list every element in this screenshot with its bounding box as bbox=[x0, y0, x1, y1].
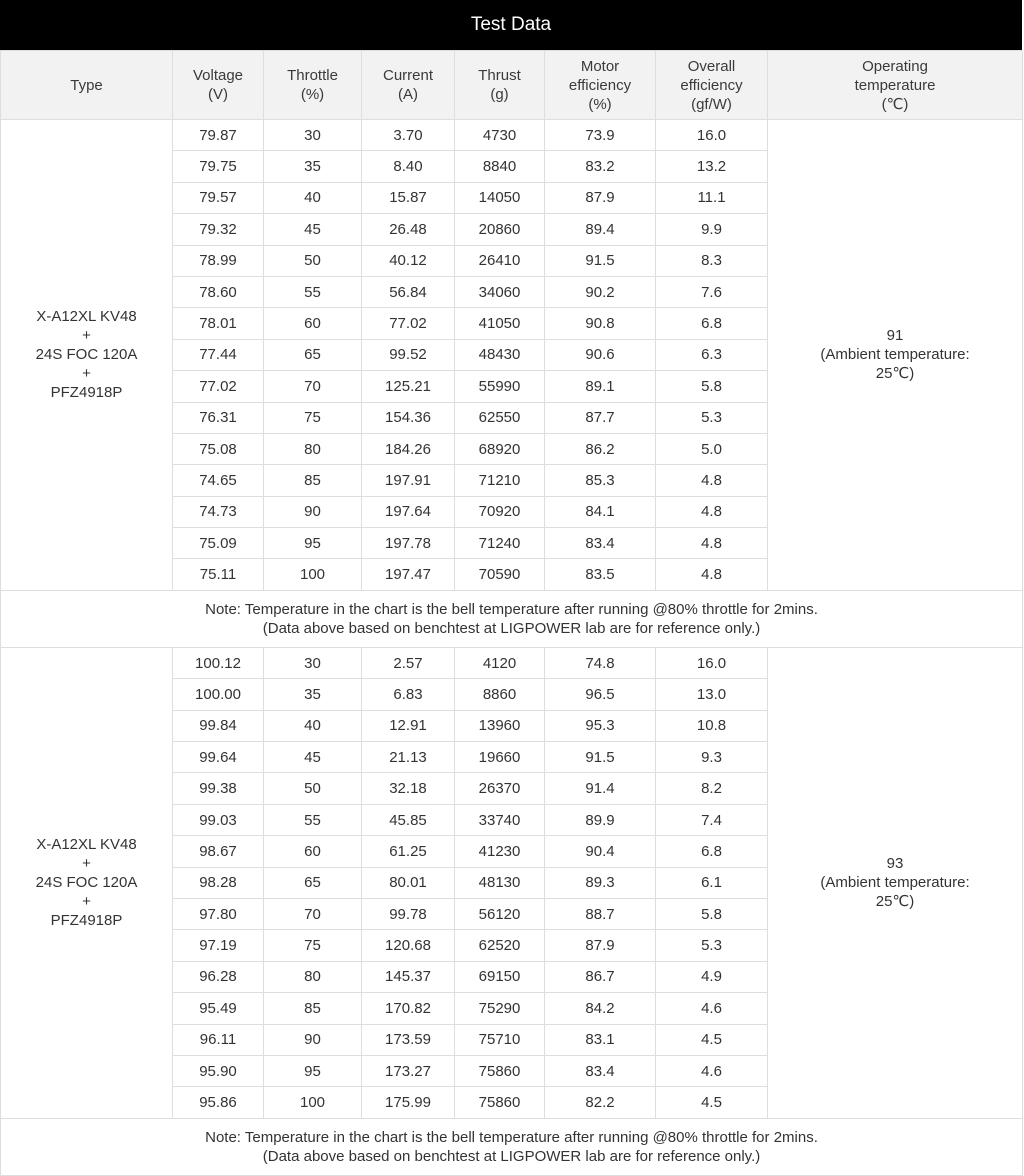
overall-efficiency-cell: 4.5 bbox=[656, 1087, 768, 1118]
thrust-cell: 8840 bbox=[455, 151, 545, 182]
thrust-cell: 71240 bbox=[455, 528, 545, 559]
thrust-cell: 56120 bbox=[455, 898, 545, 929]
current-cell: 154.36 bbox=[362, 402, 455, 433]
type-line: 24S FOC 120A bbox=[35, 874, 138, 892]
type-line: + bbox=[82, 893, 91, 911]
overall-efficiency-cell: 13.0 bbox=[656, 679, 768, 710]
header-voltage bbox=[173, 51, 264, 120]
motor-efficiency-cell: 91.5 bbox=[545, 742, 656, 773]
voltage-cell: 79.75 bbox=[173, 151, 264, 182]
note-line: Note: Temperature in the chart is the bell temperature after running @80% throttle for 2mins. bbox=[205, 600, 818, 618]
current-cell: 45.85 bbox=[362, 804, 455, 835]
current-cell: 6.83 bbox=[362, 679, 455, 710]
overall-efficiency-cell: 4.9 bbox=[656, 961, 768, 992]
throttle-cell: 30 bbox=[264, 647, 362, 678]
throttle-cell: 65 bbox=[264, 867, 362, 898]
current-cell: 26.48 bbox=[362, 214, 455, 245]
overall-efficiency-cell: 9.3 bbox=[656, 742, 768, 773]
voltage-cell: 75.08 bbox=[173, 433, 264, 464]
throttle-cell: 55 bbox=[264, 804, 362, 835]
header-operating-temperature-line: Operating bbox=[862, 57, 928, 75]
overall-efficiency-cell: 8.3 bbox=[656, 245, 768, 276]
voltage-cell: 77.02 bbox=[173, 371, 264, 402]
temperature-line: (Ambient temperature: bbox=[820, 874, 970, 892]
header-operating-temperature bbox=[768, 51, 1023, 120]
motor-efficiency-cell: 90.2 bbox=[545, 276, 656, 307]
motor-efficiency-cell: 87.9 bbox=[545, 182, 656, 213]
throttle-cell: 40 bbox=[264, 182, 362, 213]
voltage-cell: 95.90 bbox=[173, 1055, 264, 1086]
thrust-cell: 70590 bbox=[455, 559, 545, 590]
header-voltage-line: Voltage bbox=[192, 67, 244, 84]
current-cell: 2.57 bbox=[362, 647, 455, 678]
overall-efficiency-cell: 4.8 bbox=[656, 496, 768, 527]
thrust-cell: 14050 bbox=[455, 182, 545, 213]
voltage-cell: 78.60 bbox=[173, 276, 264, 307]
motor-efficiency-cell: 89.3 bbox=[545, 867, 656, 898]
current-cell: 145.37 bbox=[362, 961, 455, 992]
voltage-cell: 79.57 bbox=[173, 182, 264, 213]
voltage-cell: 97.80 bbox=[173, 898, 264, 929]
type-line: X-A12XL KV48 bbox=[36, 836, 137, 854]
current-cell: 197.64 bbox=[362, 496, 455, 527]
overall-efficiency-cell: 7.6 bbox=[656, 276, 768, 307]
note-row bbox=[1, 590, 1023, 647]
note-cell bbox=[1, 1118, 1023, 1175]
motor-efficiency-cell: 91.4 bbox=[545, 773, 656, 804]
current-cell: 99.52 bbox=[362, 339, 455, 370]
voltage-cell: 99.64 bbox=[173, 742, 264, 773]
throttle-cell: 85 bbox=[264, 465, 362, 496]
header-throttle bbox=[264, 51, 362, 120]
header-throttle-line: Throttle bbox=[287, 67, 338, 84]
type-cell bbox=[1, 647, 173, 1118]
header-overall-efficiency-line: (gf/W) bbox=[691, 95, 732, 113]
header-current bbox=[362, 51, 455, 120]
overall-efficiency-cell: 7.4 bbox=[656, 804, 768, 835]
current-cell: 80.01 bbox=[362, 867, 455, 898]
throttle-cell: 45 bbox=[264, 214, 362, 245]
thrust-cell: 68920 bbox=[455, 433, 545, 464]
motor-efficiency-cell: 83.4 bbox=[545, 528, 656, 559]
thrust-cell: 4120 bbox=[455, 647, 545, 678]
header-throttle-line: (%) bbox=[300, 86, 325, 103]
voltage-cell: 99.84 bbox=[173, 710, 264, 741]
throttle-cell: 35 bbox=[264, 151, 362, 182]
current-cell: 12.91 bbox=[362, 710, 455, 741]
voltage-cell: 74.65 bbox=[173, 465, 264, 496]
header-motor-efficiency-line: Motor bbox=[580, 57, 620, 75]
type-line: PFZ4918P bbox=[50, 384, 123, 402]
motor-efficiency-cell: 83.5 bbox=[545, 559, 656, 590]
current-cell: 170.82 bbox=[362, 993, 455, 1024]
thrust-cell: 41050 bbox=[455, 308, 545, 339]
overall-efficiency-cell: 16.0 bbox=[656, 647, 768, 678]
voltage-cell: 95.49 bbox=[173, 993, 264, 1024]
header-type bbox=[1, 51, 173, 120]
current-cell: 197.47 bbox=[362, 559, 455, 590]
thrust-cell: 19660 bbox=[455, 742, 545, 773]
throttle-cell: 45 bbox=[264, 742, 362, 773]
note-cell bbox=[1, 590, 1023, 647]
motor-efficiency-cell: 88.7 bbox=[545, 898, 656, 929]
type-cell bbox=[1, 120, 173, 591]
thrust-cell: 62550 bbox=[455, 402, 545, 433]
thrust-cell: 33740 bbox=[455, 804, 545, 835]
throttle-cell: 80 bbox=[264, 433, 362, 464]
motor-efficiency-cell: 82.2 bbox=[545, 1087, 656, 1118]
voltage-cell: 95.86 bbox=[173, 1087, 264, 1118]
throttle-cell: 70 bbox=[264, 898, 362, 929]
thrust-cell: 70920 bbox=[455, 496, 545, 527]
throttle-cell: 70 bbox=[264, 371, 362, 402]
header-motor-efficiency-line: efficiency bbox=[568, 76, 632, 94]
header-motor-efficiency-line: (%) bbox=[588, 95, 612, 113]
throttle-cell: 100 bbox=[264, 559, 362, 590]
throttle-cell: 80 bbox=[264, 961, 362, 992]
overall-efficiency-cell: 9.9 bbox=[656, 214, 768, 245]
overall-efficiency-cell: 6.8 bbox=[656, 836, 768, 867]
voltage-cell: 75.11 bbox=[173, 559, 264, 590]
type-line: 24S FOC 120A bbox=[35, 346, 138, 364]
throttle-cell: 90 bbox=[264, 496, 362, 527]
current-cell: 125.21 bbox=[362, 371, 455, 402]
thrust-cell: 69150 bbox=[455, 961, 545, 992]
voltage-cell: 96.28 bbox=[173, 961, 264, 992]
note-row bbox=[1, 1118, 1023, 1175]
thrust-cell: 75860 bbox=[455, 1055, 545, 1086]
motor-efficiency-cell: 89.9 bbox=[545, 804, 656, 835]
overall-efficiency-cell: 8.2 bbox=[656, 773, 768, 804]
motor-efficiency-cell: 90.8 bbox=[545, 308, 656, 339]
voltage-cell: 77.44 bbox=[173, 339, 264, 370]
throttle-cell: 50 bbox=[264, 245, 362, 276]
overall-efficiency-cell: 5.0 bbox=[656, 433, 768, 464]
header-thrust bbox=[455, 51, 545, 120]
table-row bbox=[1, 647, 1023, 678]
current-cell: 32.18 bbox=[362, 773, 455, 804]
motor-efficiency-cell: 87.9 bbox=[545, 930, 656, 961]
overall-efficiency-cell: 4.6 bbox=[656, 993, 768, 1024]
voltage-cell: 74.73 bbox=[173, 496, 264, 527]
header-overall-efficiency-line: Overall bbox=[687, 57, 736, 75]
temperature-line: 25℃) bbox=[875, 365, 915, 383]
note-line: (Data above based on benchtest at LIGPOWER lab are for reference only.) bbox=[262, 619, 761, 637]
header-current-line: (A) bbox=[398, 86, 418, 103]
current-cell: 99.78 bbox=[362, 898, 455, 929]
table-title: Test Data bbox=[0, 0, 1022, 50]
note-line: Note: Temperature in the chart is the bell temperature after running @80% throttle for 2mins. bbox=[205, 1128, 818, 1146]
overall-efficiency-cell: 4.8 bbox=[656, 528, 768, 559]
motor-efficiency-cell: 86.2 bbox=[545, 433, 656, 464]
overall-efficiency-cell: 5.8 bbox=[656, 371, 768, 402]
voltage-cell: 78.99 bbox=[173, 245, 264, 276]
motor-efficiency-cell: 90.6 bbox=[545, 339, 656, 370]
motor-efficiency-cell: 83.4 bbox=[545, 1055, 656, 1086]
type-line: + bbox=[82, 327, 91, 345]
header-current-line: Current bbox=[382, 67, 434, 84]
header-overall-efficiency bbox=[656, 51, 768, 120]
thrust-cell: 71210 bbox=[455, 465, 545, 496]
voltage-cell: 79.87 bbox=[173, 120, 264, 151]
overall-efficiency-cell: 10.8 bbox=[656, 710, 768, 741]
current-cell: 173.27 bbox=[362, 1055, 455, 1086]
motor-efficiency-cell: 86.7 bbox=[545, 961, 656, 992]
throttle-cell: 60 bbox=[264, 308, 362, 339]
motor-efficiency-cell: 95.3 bbox=[545, 710, 656, 741]
motor-efficiency-cell: 89.4 bbox=[545, 214, 656, 245]
voltage-cell: 78.01 bbox=[173, 308, 264, 339]
throttle-cell: 65 bbox=[264, 339, 362, 370]
motor-efficiency-cell: 83.1 bbox=[545, 1024, 656, 1055]
table-row bbox=[1, 120, 1023, 151]
thrust-cell: 75290 bbox=[455, 993, 545, 1024]
motor-efficiency-cell: 91.5 bbox=[545, 245, 656, 276]
type-line: + bbox=[82, 365, 91, 383]
current-cell: 77.02 bbox=[362, 308, 455, 339]
thrust-cell: 75710 bbox=[455, 1024, 545, 1055]
thrust-cell: 55990 bbox=[455, 371, 545, 402]
motor-efficiency-cell: 74.8 bbox=[545, 647, 656, 678]
motor-efficiency-cell: 84.2 bbox=[545, 993, 656, 1024]
throttle-cell: 50 bbox=[264, 773, 362, 804]
current-cell: 197.91 bbox=[362, 465, 455, 496]
voltage-cell: 96.11 bbox=[173, 1024, 264, 1055]
header-operating-temperature-line: temperature bbox=[854, 76, 936, 94]
overall-efficiency-cell: 4.5 bbox=[656, 1024, 768, 1055]
temperature-line: 93 bbox=[886, 855, 904, 873]
motor-efficiency-cell: 89.1 bbox=[545, 371, 656, 402]
thrust-cell: 13960 bbox=[455, 710, 545, 741]
thrust-cell: 48430 bbox=[455, 339, 545, 370]
motor-efficiency-cell: 90.4 bbox=[545, 836, 656, 867]
header-operating-temperature-line: (℃) bbox=[881, 95, 909, 113]
thrust-cell: 8860 bbox=[455, 679, 545, 710]
header-motor-efficiency bbox=[545, 51, 656, 120]
throttle-cell: 85 bbox=[264, 993, 362, 1024]
throttle-cell: 75 bbox=[264, 402, 362, 433]
thrust-cell: 75860 bbox=[455, 1087, 545, 1118]
temperature-line: 91 bbox=[886, 327, 904, 345]
thrust-cell: 20860 bbox=[455, 214, 545, 245]
thrust-cell: 4730 bbox=[455, 120, 545, 151]
voltage-cell: 100.00 bbox=[173, 679, 264, 710]
current-cell: 61.25 bbox=[362, 836, 455, 867]
motor-efficiency-cell: 73.9 bbox=[545, 120, 656, 151]
temperature-line: 25℃) bbox=[875, 893, 915, 911]
current-cell: 173.59 bbox=[362, 1024, 455, 1055]
voltage-cell: 79.32 bbox=[173, 214, 264, 245]
motor-efficiency-cell: 96.5 bbox=[545, 679, 656, 710]
throttle-cell: 40 bbox=[264, 710, 362, 741]
thrust-cell: 26410 bbox=[455, 245, 545, 276]
overall-efficiency-cell: 16.0 bbox=[656, 120, 768, 151]
voltage-cell: 100.12 bbox=[173, 647, 264, 678]
current-cell: 15.87 bbox=[362, 182, 455, 213]
voltage-cell: 97.19 bbox=[173, 930, 264, 961]
throttle-cell: 55 bbox=[264, 276, 362, 307]
voltage-cell: 76.31 bbox=[173, 402, 264, 433]
overall-efficiency-cell: 4.8 bbox=[656, 559, 768, 590]
header-voltage-line: (V) bbox=[208, 86, 228, 103]
operating-temperature-cell bbox=[768, 647, 1023, 1118]
current-cell: 8.40 bbox=[362, 151, 455, 182]
header-row bbox=[1, 51, 1023, 120]
current-cell: 184.26 bbox=[362, 433, 455, 464]
overall-efficiency-cell: 13.2 bbox=[656, 151, 768, 182]
type-line: X-A12XL KV48 bbox=[36, 308, 137, 326]
overall-efficiency-cell: 5.8 bbox=[656, 898, 768, 929]
thrust-cell: 41230 bbox=[455, 836, 545, 867]
header-type-line: Type bbox=[70, 76, 103, 94]
current-cell: 56.84 bbox=[362, 276, 455, 307]
overall-efficiency-cell: 4.6 bbox=[656, 1055, 768, 1086]
overall-efficiency-cell: 11.1 bbox=[656, 182, 768, 213]
temperature-line: (Ambient temperature: bbox=[820, 346, 970, 364]
overall-efficiency-cell: 6.8 bbox=[656, 308, 768, 339]
overall-efficiency-cell: 6.1 bbox=[656, 867, 768, 898]
motor-efficiency-cell: 84.1 bbox=[545, 496, 656, 527]
voltage-cell: 75.09 bbox=[173, 528, 264, 559]
header-overall-efficiency-line: efficiency bbox=[680, 76, 743, 94]
type-line: PFZ4918P bbox=[50, 912, 123, 930]
throttle-cell: 95 bbox=[264, 1055, 362, 1086]
operating-temperature-cell bbox=[768, 120, 1023, 591]
motor-efficiency-cell: 85.3 bbox=[545, 465, 656, 496]
throttle-cell: 95 bbox=[264, 528, 362, 559]
voltage-cell: 99.38 bbox=[173, 773, 264, 804]
current-cell: 3.70 bbox=[362, 120, 455, 151]
type-line: + bbox=[82, 855, 91, 873]
overall-efficiency-cell: 4.8 bbox=[656, 465, 768, 496]
thrust-cell: 48130 bbox=[455, 867, 545, 898]
motor-efficiency-cell: 87.7 bbox=[545, 402, 656, 433]
thrust-cell: 62520 bbox=[455, 930, 545, 961]
motor-efficiency-cell: 83.2 bbox=[545, 151, 656, 182]
voltage-cell: 98.28 bbox=[173, 867, 264, 898]
thrust-cell: 26370 bbox=[455, 773, 545, 804]
throttle-cell: 35 bbox=[264, 679, 362, 710]
throttle-cell: 100 bbox=[264, 1087, 362, 1118]
current-cell: 197.78 bbox=[362, 528, 455, 559]
current-cell: 40.12 bbox=[362, 245, 455, 276]
test-data-table bbox=[0, 50, 1023, 1176]
header-thrust-line: Thrust bbox=[478, 67, 521, 84]
throttle-cell: 60 bbox=[264, 836, 362, 867]
current-cell: 175.99 bbox=[362, 1087, 455, 1118]
voltage-cell: 99.03 bbox=[173, 804, 264, 835]
current-cell: 21.13 bbox=[362, 742, 455, 773]
note-line: (Data above based on benchtest at LIGPOWER lab are for reference only.) bbox=[262, 1147, 761, 1165]
thrust-cell: 34060 bbox=[455, 276, 545, 307]
table-body bbox=[1, 120, 1023, 1176]
overall-efficiency-cell: 5.3 bbox=[656, 930, 768, 961]
overall-efficiency-cell: 5.3 bbox=[656, 402, 768, 433]
overall-efficiency-cell: 6.3 bbox=[656, 339, 768, 370]
header-thrust-line: (g) bbox=[490, 86, 509, 103]
current-cell: 120.68 bbox=[362, 930, 455, 961]
throttle-cell: 30 bbox=[264, 120, 362, 151]
voltage-cell: 98.67 bbox=[173, 836, 264, 867]
throttle-cell: 75 bbox=[264, 930, 362, 961]
throttle-cell: 90 bbox=[264, 1024, 362, 1055]
